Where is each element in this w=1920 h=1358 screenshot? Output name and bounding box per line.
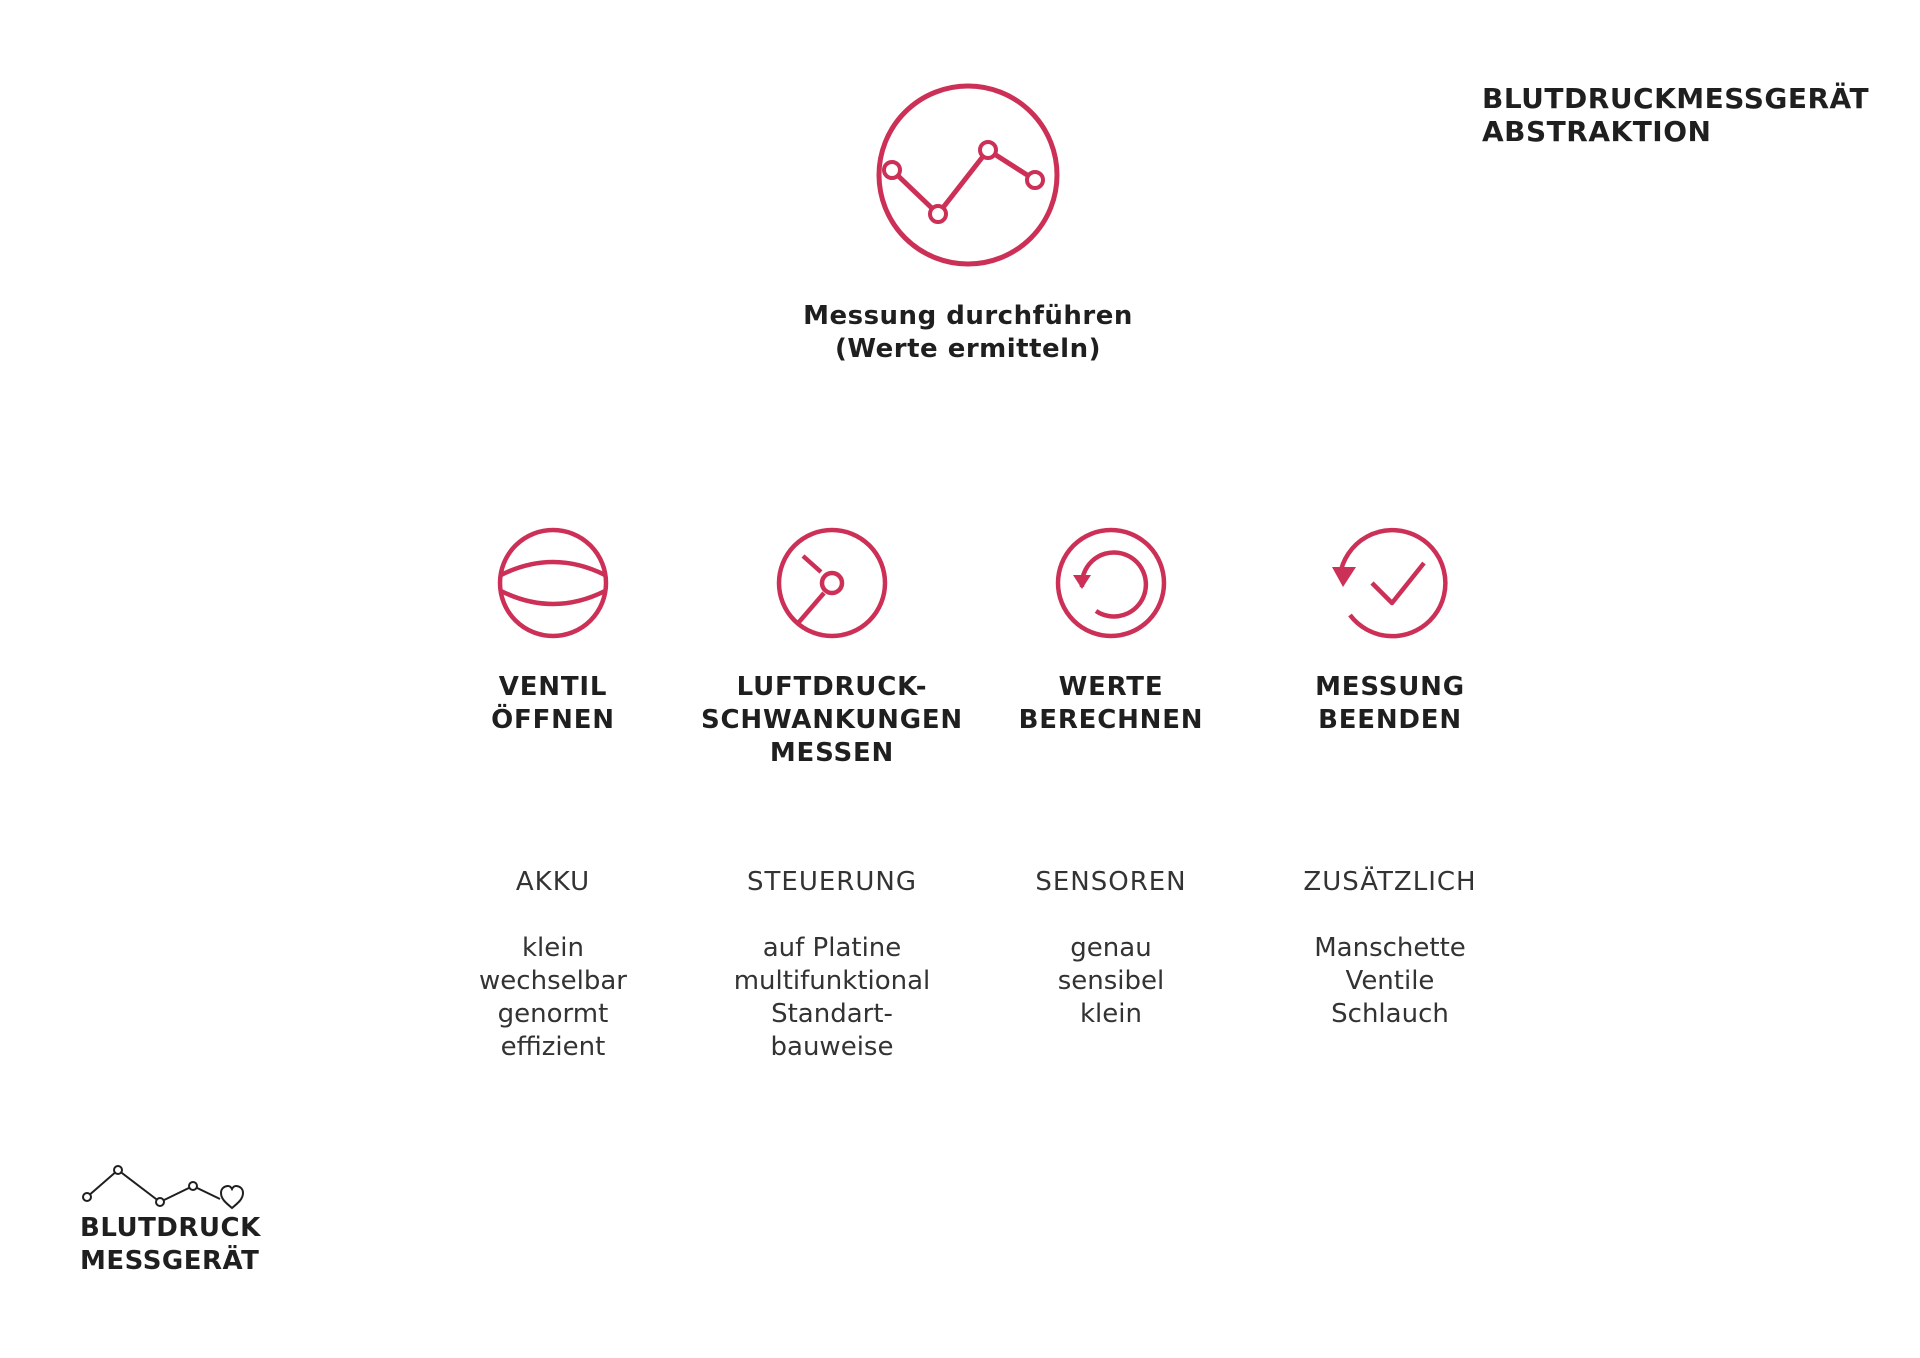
refresh-icon [1053,525,1169,641]
step-title-line: WERTE [1058,672,1164,702]
step-title-line: BERECHNEN [1018,705,1204,735]
step-finish [1240,525,1540,737]
component-heading: AKKU [515,867,591,897]
component-properties [961,932,1261,1031]
component-property: multifunktional [733,966,931,996]
chart-line-circle-icon [873,80,1063,270]
brand-logo-line-2: MESSGERÄT [80,1246,260,1276]
step-title-line: SCHWANKUNGEN [701,705,963,735]
main-caption-line-1: Messung durchführen [803,301,1133,331]
component-property: Schlauch [1331,999,1449,1029]
brand-logo [80,1155,280,1278]
component-properties [1240,932,1540,1031]
component-property: sensibel [1057,966,1165,996]
component-control [682,866,982,1064]
gauge-icon [774,525,890,641]
step-measure-pressure-title [682,671,982,770]
step-valve [403,525,703,737]
step-title-line: BEENDEN [1318,705,1462,735]
brand-logo-line-1: BLUTDRUCK [80,1213,261,1243]
component-battery [403,866,703,1064]
component-heading: SENSOREN [1035,867,1187,897]
component-heading: STEUERUNG [747,867,917,897]
component-property: genormt [497,999,609,1029]
component-property: Manschette [1314,933,1466,963]
component-additional [1240,866,1540,1031]
component-property: auf Platine [762,933,902,963]
component-property: genau [1070,933,1152,963]
component-property: effizient [500,1032,606,1062]
step-measure-pressure [682,525,982,770]
step-finish-title [1240,671,1540,737]
component-properties [682,932,982,1064]
step-valve-title [403,671,703,737]
document-title-line-1: BLUTDRUCKMESSGERÄT [1482,82,1870,115]
component-property: klein [522,933,584,963]
main-caption [718,300,1218,366]
check-refresh-icon [1332,525,1448,641]
step-calculate [961,525,1261,737]
component-property: klein [1080,999,1142,1029]
document-title [1482,82,1869,148]
step-calculate-title [961,671,1261,737]
valve-icon [495,525,611,641]
component-property: Ventile [1345,966,1435,996]
component-property: bauweise [770,1032,894,1062]
component-property: wechselbar [479,966,627,996]
step-title-line: LUFTDRUCK- [736,672,928,702]
brand-logo-text [80,1212,280,1278]
step-title-line: MESSEN [769,738,895,768]
document-title-line-2: ABSTRAKTION [1482,115,1712,148]
component-property: Standart- [771,999,893,1029]
component-heading: ZUSÄTZLICH [1303,867,1477,897]
component-properties [403,932,703,1064]
component-sensors [961,866,1261,1031]
step-title-line: VENTIL [498,672,608,702]
pulse-heart-logo-icon [80,1155,250,1210]
main-caption-line-2: (Werte ermitteln) [835,334,1101,364]
step-title-line: MESSUNG [1315,672,1465,702]
step-title-line: ÖFFNEN [491,705,615,735]
